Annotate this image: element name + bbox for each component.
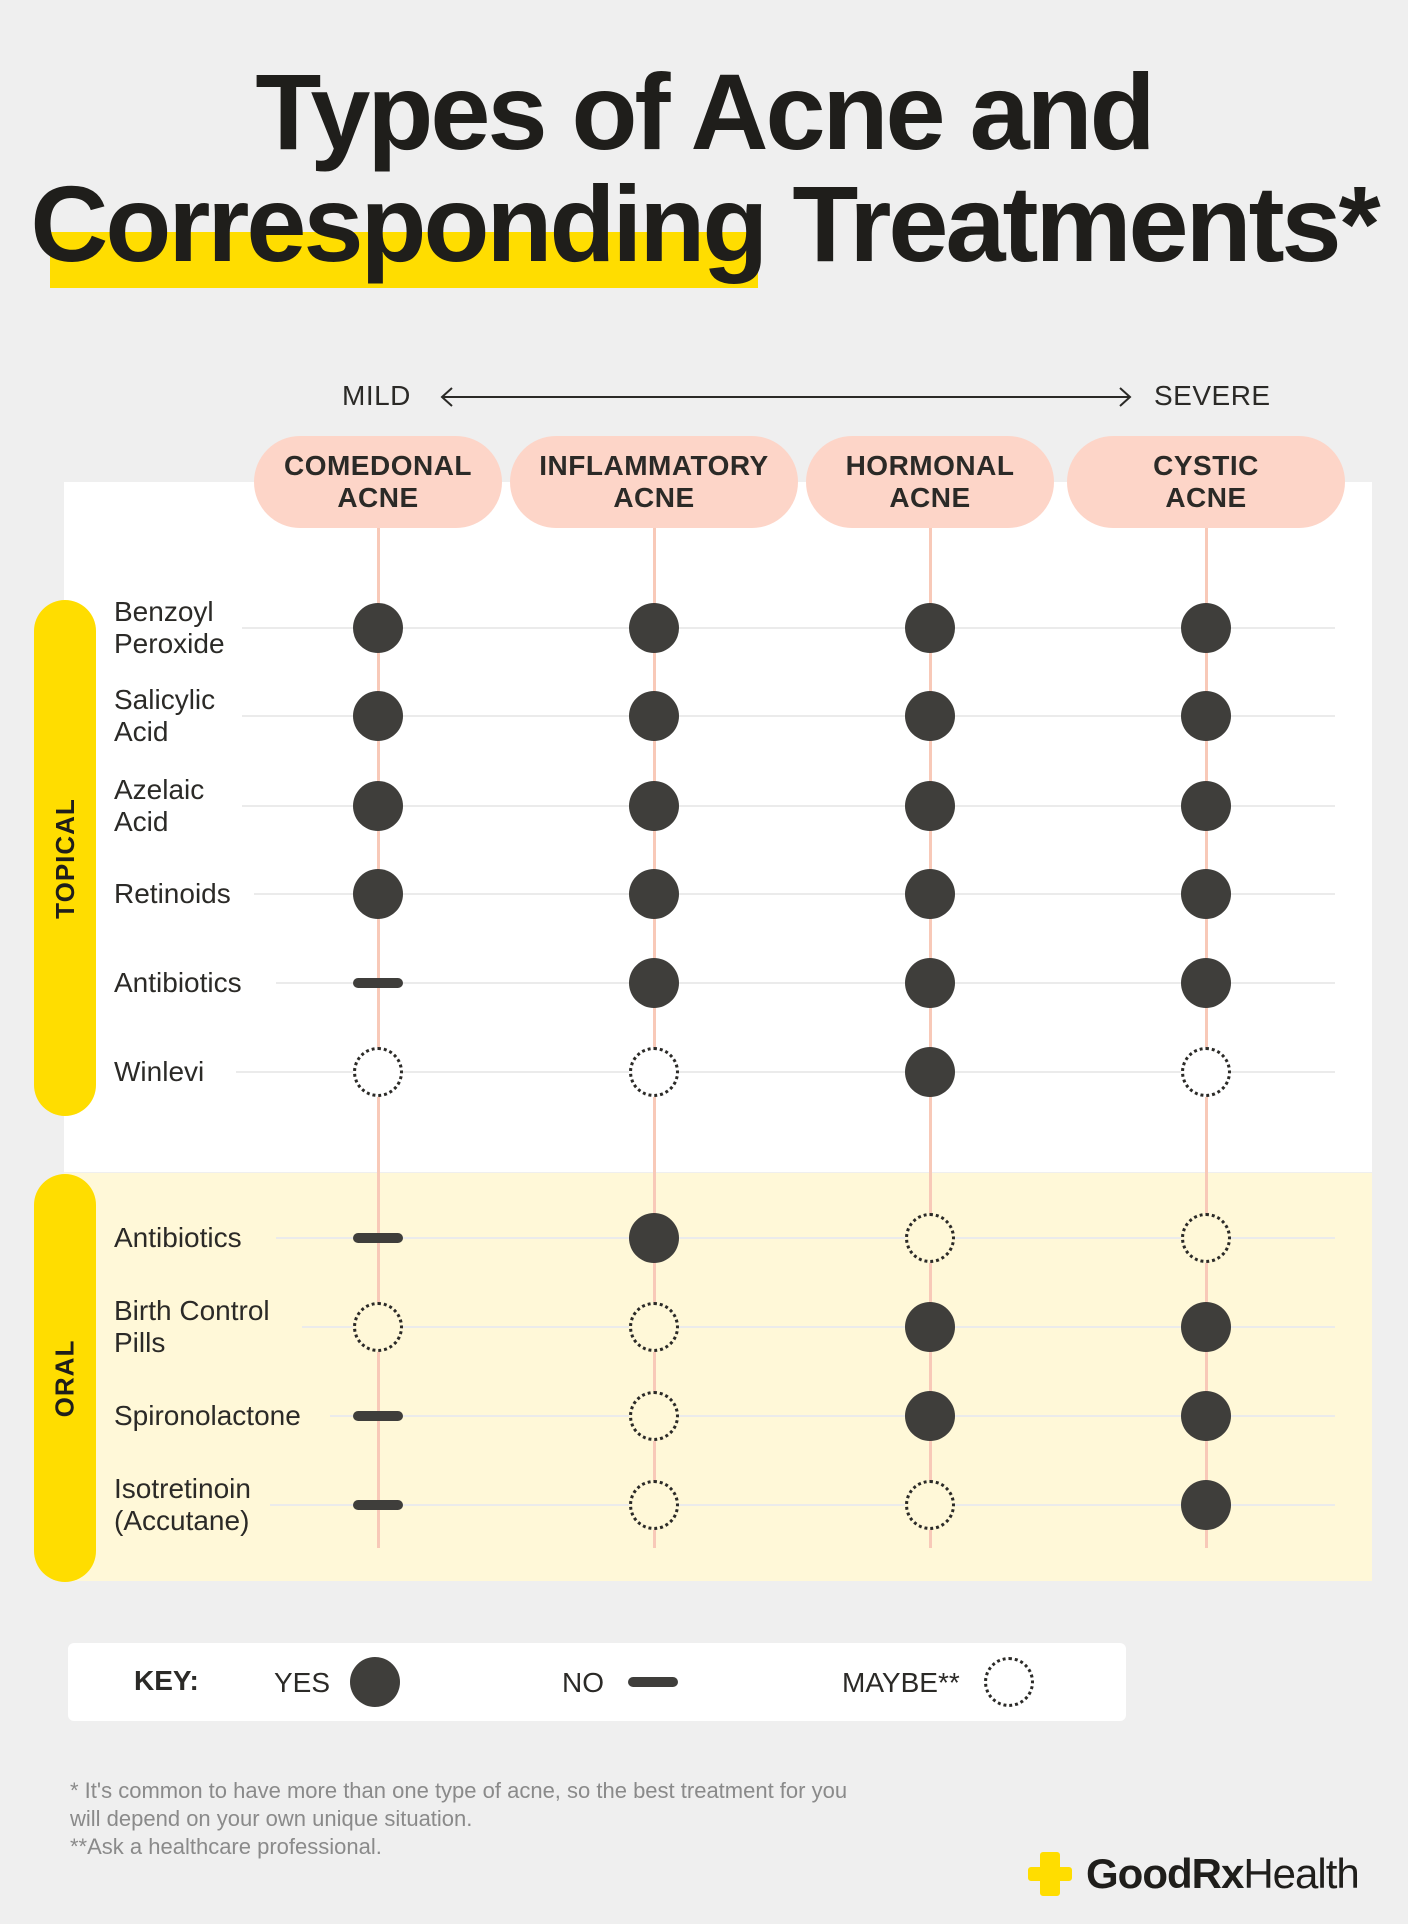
mark-yes <box>1181 958 1231 1008</box>
key-yes-label: YES <box>274 1667 331 1698</box>
title-line-1: Types of Acne and <box>255 51 1153 172</box>
key-maybe-mark <box>984 1657 1034 1707</box>
row-line <box>242 805 1335 807</box>
mark-yes <box>905 1391 955 1441</box>
mark-yes <box>905 603 955 653</box>
row-label-spironolactone: Spironolactone <box>114 1400 301 1431</box>
key-no-mark <box>628 1677 678 1687</box>
column-header-hormonal-acne: HORMONAL ACNE <box>806 436 1054 528</box>
mark-yes <box>905 691 955 741</box>
legend-key <box>68 1643 1126 1721</box>
row-label-salicylic-acid: Salicylic Acid <box>114 684 216 747</box>
mark-yes <box>1181 1302 1231 1352</box>
mark-yes <box>353 603 403 653</box>
column-header-cystic-acne: CYSTIC ACNE <box>1067 436 1345 528</box>
group-label-topical: TOPICAL <box>49 797 80 919</box>
group-label-oral: ORAL <box>49 1339 80 1417</box>
row-label-benzoyl-peroxide: Benzoyl Peroxide <box>114 596 225 659</box>
row-line <box>270 1504 1335 1506</box>
severity-mild-label: MILD <box>342 380 411 411</box>
row-label-birth-control-pills: Birth Control Pills <box>114 1295 270 1358</box>
mark-yes <box>353 691 403 741</box>
brand-name: GoodRx <box>1086 1850 1244 1897</box>
topical-panel <box>64 482 1372 1172</box>
mark-yes <box>905 1047 955 1097</box>
mark-yes <box>905 781 955 831</box>
mark-yes <box>905 869 955 919</box>
key-no-label: NO <box>562 1667 604 1698</box>
title-line-2: Corresponding Treatments* <box>30 163 1378 284</box>
mark-yes <box>629 603 679 653</box>
footnote-1: * It's common to have more than one type of acne, so the best treatment for you <box>70 1778 848 1803</box>
mark-yes <box>905 1302 955 1352</box>
key-title: KEY: <box>134 1665 199 1696</box>
mark-yes <box>629 691 679 741</box>
severity-arrow-icon <box>438 385 1134 409</box>
mark-yes <box>353 781 403 831</box>
row-label-antibiotics: Antibiotics <box>114 1222 242 1253</box>
mark-yes <box>905 958 955 1008</box>
oral-panel <box>64 1173 1372 1581</box>
mark-yes <box>1181 603 1231 653</box>
row-line <box>276 1237 1335 1239</box>
mark-maybe <box>629 1391 679 1441</box>
mark-maybe <box>353 1302 403 1352</box>
row-label-isotretinoin-accutane: Isotretinoin (Accutane) <box>114 1473 251 1536</box>
mark-yes <box>1181 1480 1231 1530</box>
mark-maybe <box>1181 1047 1231 1097</box>
row-label-antibiotics: Antibiotics <box>114 967 242 998</box>
row-label-winlevi: Winlevi <box>114 1056 205 1087</box>
mark-maybe <box>629 1047 679 1097</box>
column-header-inflammatory-acne: INFLAMMATORY ACNE <box>510 436 798 528</box>
mark-yes <box>1181 691 1231 741</box>
mark-yes <box>629 869 679 919</box>
mark-maybe <box>629 1480 679 1530</box>
mark-maybe <box>905 1213 955 1263</box>
key-yes-mark <box>350 1657 400 1707</box>
row-line <box>254 893 1335 895</box>
mark-yes <box>629 1213 679 1263</box>
row-line <box>242 627 1335 629</box>
plus-logo-icon <box>1026 1850 1074 1898</box>
mark-no <box>353 1233 403 1243</box>
footnotes <box>70 1777 847 1861</box>
mark-yes <box>1181 1391 1231 1441</box>
mark-yes <box>629 958 679 1008</box>
column-header-comedonal-acne: COMEDONAL ACNE <box>254 436 502 528</box>
mark-yes <box>1181 781 1231 831</box>
row-label-retinoids: Retinoids <box>114 878 231 909</box>
mark-no <box>353 1411 403 1421</box>
mark-maybe <box>905 1480 955 1530</box>
severity-severe-label: SEVERE <box>1154 380 1271 411</box>
mark-maybe <box>629 1302 679 1352</box>
mark-yes <box>353 869 403 919</box>
mark-yes <box>1181 869 1231 919</box>
mark-yes <box>629 781 679 831</box>
key-maybe-label: MAYBE** <box>842 1667 960 1698</box>
footnote-2: will depend on your own unique situation. <box>70 1806 473 1831</box>
mark-no <box>353 978 403 988</box>
mark-no <box>353 1500 403 1510</box>
brand-suffix: Health <box>1243 1850 1359 1897</box>
row-line <box>276 982 1335 984</box>
column-line <box>377 528 380 1548</box>
mark-maybe <box>353 1047 403 1097</box>
mark-maybe <box>1181 1213 1231 1263</box>
row-label-azelaic-acid: Azelaic Acid <box>114 774 205 837</box>
goodrx-logo <box>1026 1848 1359 1900</box>
footnote-3: **Ask a healthcare professional. <box>70 1834 382 1859</box>
row-line <box>242 715 1335 717</box>
